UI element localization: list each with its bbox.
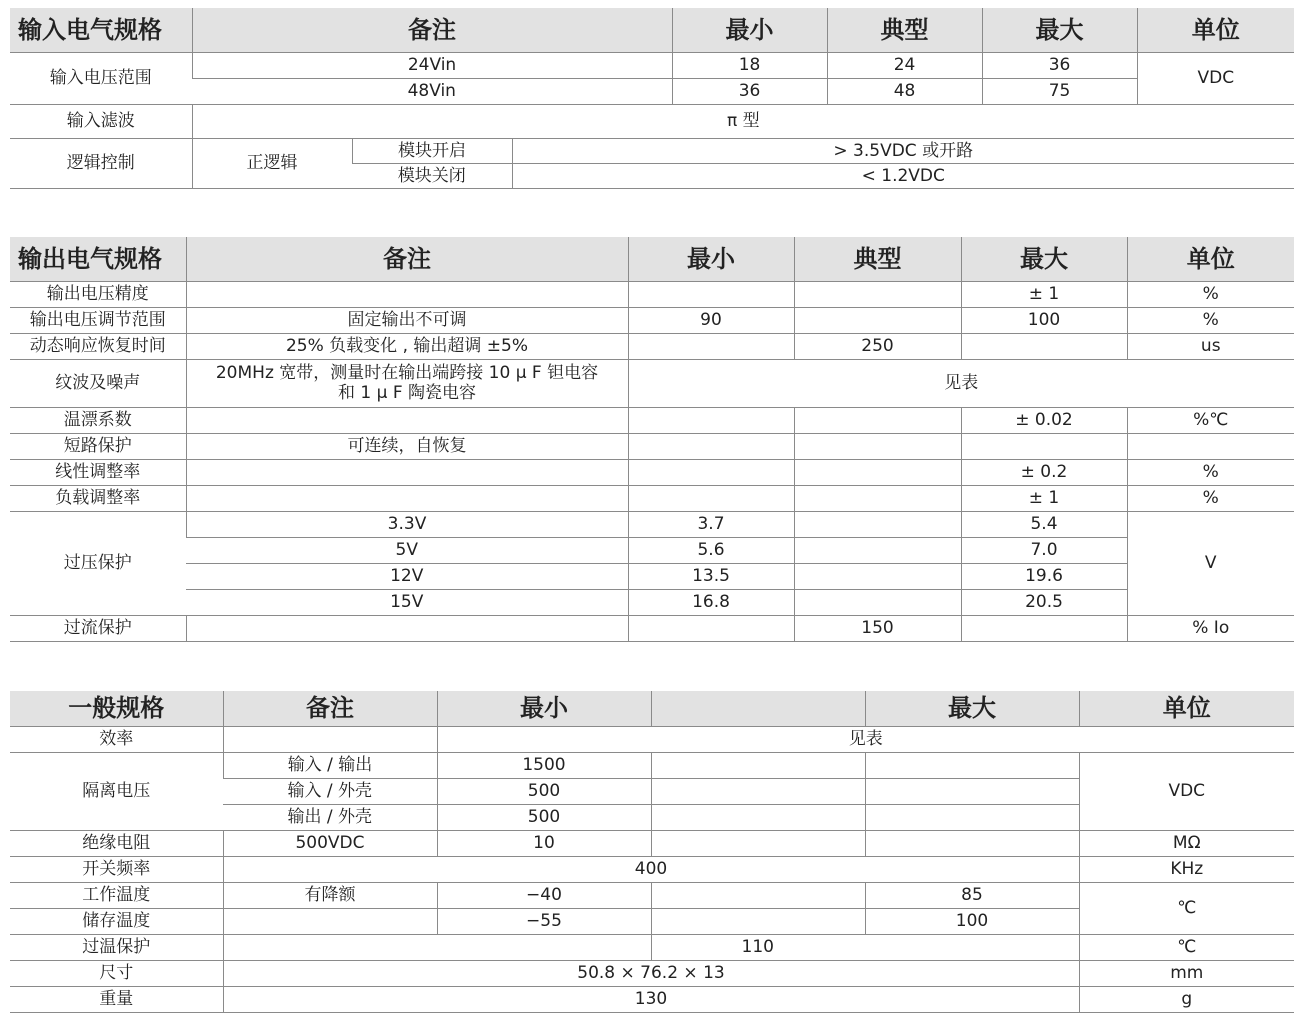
cell-max: 36 [982,52,1137,78]
cell-min: 13.5 [628,563,794,589]
table-row [10,563,1294,589]
header-typ [651,691,865,726]
row-label: 纹波及噪声 [10,359,186,407]
header-min: 最小 [437,691,651,726]
cell-max: 75 [982,78,1137,104]
cell-note: 15V [186,589,628,615]
general-spec-table [10,691,1294,1013]
row-label: 储存温度 [10,908,223,934]
table-row [10,459,1294,485]
header-unit: 单位 [1137,8,1294,52]
cell-unit: us [1127,333,1294,359]
table-row [10,752,1294,778]
row-label: 负载调整率 [10,485,186,511]
cell-note [223,726,437,752]
cell-min: 10 [437,830,651,856]
row-label: 过压保护 [10,511,186,615]
cell-value: 见表 [628,359,1294,407]
table-row [10,856,1294,882]
cell-unit: % Io [1127,615,1294,641]
row-label: 输出电压调节范围 [10,307,186,333]
cell-value: 110 [651,934,1079,960]
cell-note: 输入 / 外壳 [223,778,437,804]
row-label: 工作温度 [10,882,223,908]
cell-note: 12V [186,563,628,589]
cell-max [865,830,1079,856]
ripple-note-line2: 和 1 μ F 陶瓷电容 [337,383,477,403]
row-label: 动态响应恢复时间 [10,333,186,359]
cell-typ [794,281,961,307]
row-label: 输入滤波 [10,104,192,138]
cell-max [961,333,1127,359]
header-max: 最大 [982,8,1137,52]
cell-typ [794,563,961,589]
table-row [10,78,1294,104]
row-label: 重量 [10,986,223,1012]
cell-unit: g [1079,986,1294,1012]
cell-note [186,359,628,407]
cell-max [961,433,1127,459]
table-row [10,882,1294,908]
cell-min [628,407,794,433]
cell-unit: % [1127,485,1294,511]
cell-note: 固定输出不可调 [186,307,628,333]
row-label: 输入电压范围 [10,52,192,104]
cell-value: 130 [223,986,1079,1012]
header-min: 最小 [628,237,794,281]
cell-max: 7.0 [961,537,1127,563]
cell-min: 5.6 [628,537,794,563]
cell-typ [794,407,961,433]
table-row [10,830,1294,856]
cell-unit: KHz [1079,856,1294,882]
cell-unit: mm [1079,960,1294,986]
header-section: 一般规格 [10,691,223,726]
cell-note [223,908,437,934]
cell-off-value: < 1.2VDC [512,163,1294,188]
cell-on-label: 模块开启 [352,138,512,163]
cell-min: 1500 [437,752,651,778]
cell-unit: % [1127,459,1294,485]
cell-note: 输入 / 输出 [223,752,437,778]
row-label: 温漂系数 [10,407,186,433]
cell-min [628,485,794,511]
cell-min [628,281,794,307]
row-label: 短路保护 [10,433,186,459]
cell-off-label: 模块关闭 [352,163,512,188]
cell-typ [794,485,961,511]
table-row [10,537,1294,563]
cell-note: 48Vin [192,78,672,104]
cell-unit: %℃ [1127,407,1294,433]
header-unit: 单位 [1079,691,1294,726]
cell-typ [794,537,961,563]
table-row [10,433,1294,459]
cell-max: 85 [865,882,1079,908]
cell-typ [651,804,865,830]
cell-max: 20.5 [961,589,1127,615]
cell-unit: % [1127,281,1294,307]
cell-min: 500 [437,804,651,830]
cell-min: 36 [672,78,827,104]
cell-typ [651,778,865,804]
input-spec-table [10,8,1294,189]
header-section: 输出电气规格 [10,237,186,281]
cell-typ [651,830,865,856]
cell-typ [794,589,961,615]
row-label: 线性调整率 [10,459,186,485]
cell-unit: ℃ [1079,934,1294,960]
cell-max: ± 1 [961,281,1127,307]
cell-typ [794,511,961,537]
cell-logic-type: 正逻辑 [192,138,352,188]
cell-note: 5V [186,537,628,563]
table-header [10,8,1294,52]
cell-typ [651,752,865,778]
cell-max: 100 [865,908,1079,934]
cell-unit: VDC [1079,752,1294,830]
cell-unit: ℃ [1079,882,1294,934]
cell-note [186,407,628,433]
cell-min: −55 [437,908,651,934]
cell-typ: 150 [794,615,961,641]
cell-note [186,281,628,307]
table-row [10,307,1294,333]
cell-note [186,615,628,641]
cell-max [865,778,1079,804]
header-max: 最大 [865,691,1079,726]
cell-unit: % [1127,307,1294,333]
cell-note: 可连续，自恢复 [186,433,628,459]
row-label: 逻辑控制 [10,138,192,188]
header-note: 备注 [192,8,672,52]
table-row [10,52,1294,78]
header-note: 备注 [223,691,437,726]
cell-max: ± 1 [961,485,1127,511]
cell-min [628,333,794,359]
cell-note [223,934,651,960]
cell-note: 3.3V [186,511,628,537]
row-label: 开关频率 [10,856,223,882]
cell-typ [794,307,961,333]
cell-min: −40 [437,882,651,908]
cell-note: 25% 负载变化 , 输出超调 ±5% [186,333,628,359]
cell-value: 50.8 × 76.2 × 13 [223,960,1079,986]
table-row [10,986,1294,1012]
table-row [10,359,1294,407]
table-row [10,589,1294,615]
table-row [10,726,1294,752]
row-label: 绝缘电阻 [10,830,223,856]
cell-min [628,459,794,485]
cell-min: 16.8 [628,589,794,615]
row-label: 过温保护 [10,934,223,960]
table-row [10,615,1294,641]
cell-min: 18 [672,52,827,78]
header-min: 最小 [672,8,827,52]
cell-typ [794,459,961,485]
cell-min [628,433,794,459]
table-header [10,691,1294,726]
cell-max: ± 0.02 [961,407,1127,433]
cell-note: 500VDC [223,830,437,856]
cell-typ: 250 [794,333,961,359]
cell-typ: 24 [827,52,982,78]
cell-typ: 48 [827,78,982,104]
header-section: 输入电气规格 [10,8,192,52]
cell-value: 见表 [437,726,1294,752]
cell-unit: MΩ [1079,830,1294,856]
cell-max: ± 0.2 [961,459,1127,485]
header-unit: 单位 [1127,237,1294,281]
header-note: 备注 [186,237,628,281]
table-header [10,237,1294,281]
header-typ: 典型 [794,237,961,281]
cell-note [186,459,628,485]
cell-min: 90 [628,307,794,333]
cell-max: 5.4 [961,511,1127,537]
cell-max [961,615,1127,641]
header-max: 最大 [961,237,1127,281]
cell-typ [651,882,865,908]
header-typ: 典型 [827,8,982,52]
cell-max [865,804,1079,830]
cell-note: 有降额 [223,882,437,908]
row-label: 输出电压精度 [10,281,186,307]
table-row [10,138,1294,163]
cell-unit: V [1127,511,1294,615]
cell-value: 400 [223,856,1079,882]
table-row [10,333,1294,359]
table-row [10,281,1294,307]
row-label: 隔离电压 [10,752,223,830]
table-row [10,934,1294,960]
row-label: 效率 [10,726,223,752]
cell-unit: VDC [1137,52,1294,104]
output-spec-table [10,237,1294,642]
table-row [10,407,1294,433]
cell-note: 输出 / 外壳 [223,804,437,830]
cell-max [865,752,1079,778]
cell-min [628,615,794,641]
cell-unit [1127,433,1294,459]
table-row [10,960,1294,986]
cell-max: 19.6 [961,563,1127,589]
ripple-note-line1: 20MHz 宽带，测量时在输出端跨接 10 μ F 钽电容 [215,363,599,383]
cell-min: 500 [437,778,651,804]
cell-note: 24Vin [192,52,672,78]
table-row [10,511,1294,537]
cell-typ [651,908,865,934]
cell-note [186,485,628,511]
cell-value: π 型 [192,104,1294,138]
cell-min: 3.7 [628,511,794,537]
row-label: 尺寸 [10,960,223,986]
cell-typ [794,433,961,459]
table-row [10,485,1294,511]
row-label: 过流保护 [10,615,186,641]
cell-max: 100 [961,307,1127,333]
table-row [10,104,1294,138]
cell-on-value: > 3.5VDC 或开路 [512,138,1294,163]
